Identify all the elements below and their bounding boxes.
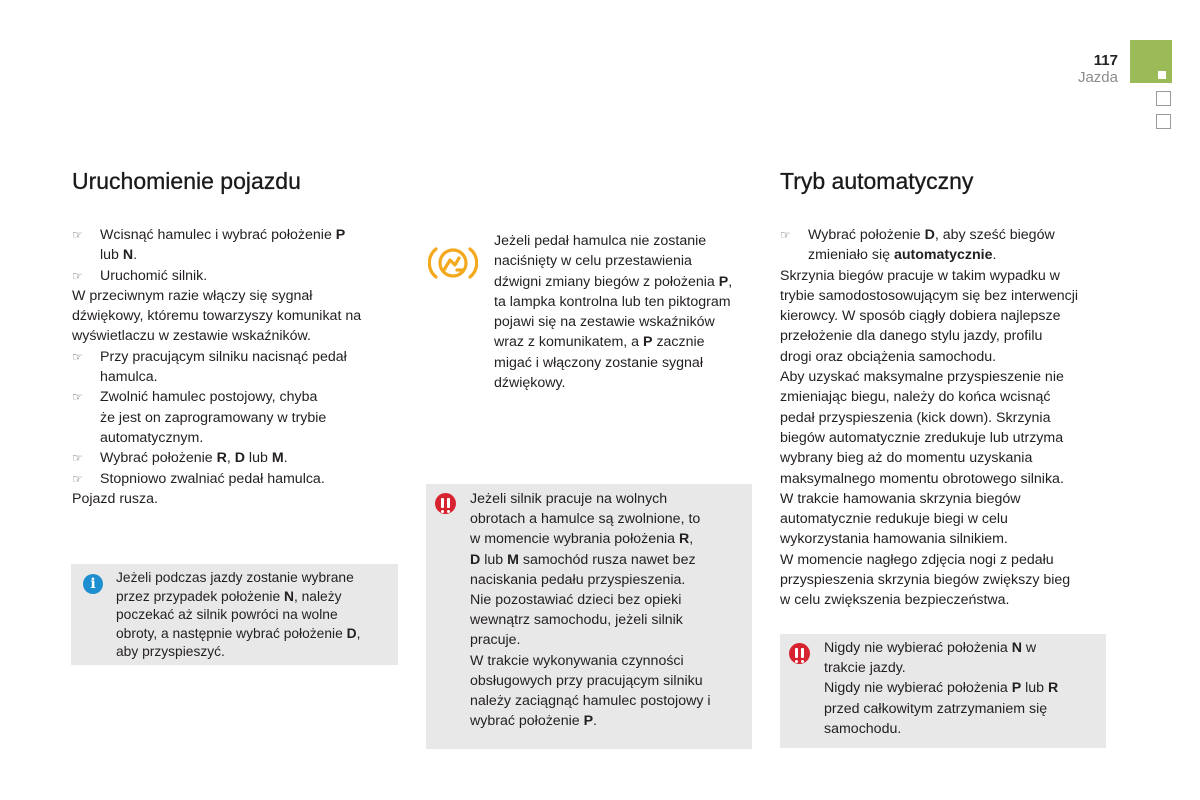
chapter-tab-empty-1 xyxy=(1156,91,1171,106)
section-heading-automatic: Tryb automatyczny xyxy=(780,168,974,194)
hand-pointer-icon: ☞ xyxy=(72,268,83,283)
hand-pointer-icon: ☞ xyxy=(72,451,83,466)
section-heading-start: Uruchomienie pojazdu xyxy=(72,168,301,194)
chapter-tab-empty-2 xyxy=(1156,114,1171,129)
hand-pointer-icon: ☞ xyxy=(72,228,83,242)
chapter-name: Jazda xyxy=(1077,69,1118,86)
warning-icon xyxy=(435,493,456,514)
chapter-tab-active xyxy=(1130,40,1172,83)
list-item: ☞ Wybrać położenie D, aby sześć biegów zmieniało się automatycznie. xyxy=(780,227,1055,264)
paragraph: Skrzynia biegów pracuje w takim wypadku w trybie samodostosowującym się bez interwencji kierowcy. W sposób ciągły dobiera najlepsze przełożenie dla danego stylu jazdy, profilu drogi oraz obciążenia samochodu. Aby uzyskać maksymalne przyspieszenie nie zmieniając biegu, należy do końca wcisnąć pedał przyspieszenia (kick down). Skrzynia biegów automatycznie zredukuje lub utrzyma wybrany bieg aż do momentu uzyskania maksymalnego momentu obrotowego silnika. W trakcie hamowania skrzynia biegów automatycznie redukuje biegi w celu wykorzystania hamowania silnikiem. W momencie nagłego zdjęcia nogi z pedału przyspieszenia skrzynia biegów zwiększy bieg w celu zwiększenia bezpieczeństwa. xyxy=(780,267,1079,609)
list-item: ☞ Wcisnąć hamulec i wybrać położenie P lub N. xyxy=(72,227,346,264)
info-box xyxy=(71,564,398,665)
paragraph: Pojazd rusza. xyxy=(72,490,158,507)
list-item: ☞ Uruchomić silnik. xyxy=(72,266,402,286)
info-box-text: Jeżeli podczas jazdy zostanie wybrane przez przypadek położenie N, należy poczekać aż silnik powróci na wolne obroty, a następnie wybrać położenie D, aby przyspieszyć. xyxy=(116,570,361,660)
middle-note-text: Jeżeli pedał hamulca nie zostanie naciśnięty w celu przestawienia dźwigni zmiany biegów z położenia P, ta lampka kontrolna lub ten piktogram pojawi się na zestawie wskaźników wraz z komunikatem, a P zacznie migać i włączony zostanie sygnał dźwiękowy. xyxy=(494,233,733,392)
paragraph: W przeciwnym razie włączy się sygnał dźwiękowy, któremu towarzyszy komunikat na wyświetlaczu w zestawie wskaźników. xyxy=(72,287,362,345)
right-column-text xyxy=(780,225,1120,611)
page-number: 117 xyxy=(1093,52,1118,69)
warning-box-text: Nigdy nie wybierać położenia N w trakcie jazdy. Nigdy nie wybierać położenia P lub R przed całkowitym zatrzymaniem się samochodu. xyxy=(824,640,1059,737)
left-column-text xyxy=(72,225,402,509)
warning-box-idle xyxy=(426,484,752,749)
hand-pointer-icon: ☞ xyxy=(72,349,83,364)
list-item: ☞ Przy pracującym silniku nacisnąć pedał hamulca. xyxy=(72,348,347,386)
warning-icon xyxy=(789,643,810,664)
list-item: ☞ Zwolnić hamulec postojowy, chyba że jest on zaprogramowany w trybie automatycznym. xyxy=(72,389,327,446)
warning-box-text: Jeżeli silnik pracuje na wolnych obrotach a hamulce są zwolnione, to w momencie wybrania położenia R, D lub M samochód rusza nawet bez naciskania pedału przyspieszenia. Nie pozostawiać dzieci bez opieki wewnątrz samochodu, jeżeli silnik pracuje. W trakcie wykonywania czynności obsługowych przy pracującym silniku należy zaciągnąć hamulec postojowy i wybrać położenie P. xyxy=(470,491,711,730)
hand-pointer-icon: ☞ xyxy=(72,471,83,486)
info-icon: i xyxy=(83,574,103,594)
warning-box-gear xyxy=(780,634,1106,748)
hand-pointer-icon: ☞ xyxy=(780,228,791,242)
brake-warning-lamp-icon xyxy=(428,243,478,283)
hand-pointer-icon: ☞ xyxy=(72,390,83,405)
list-item: ☞ Stopniowo zwalniać pedał hamulca. xyxy=(72,469,402,489)
chapter-tab-dot xyxy=(1158,71,1166,79)
list-item: ☞ Wybrać położenie R, D lub M. xyxy=(72,448,402,468)
